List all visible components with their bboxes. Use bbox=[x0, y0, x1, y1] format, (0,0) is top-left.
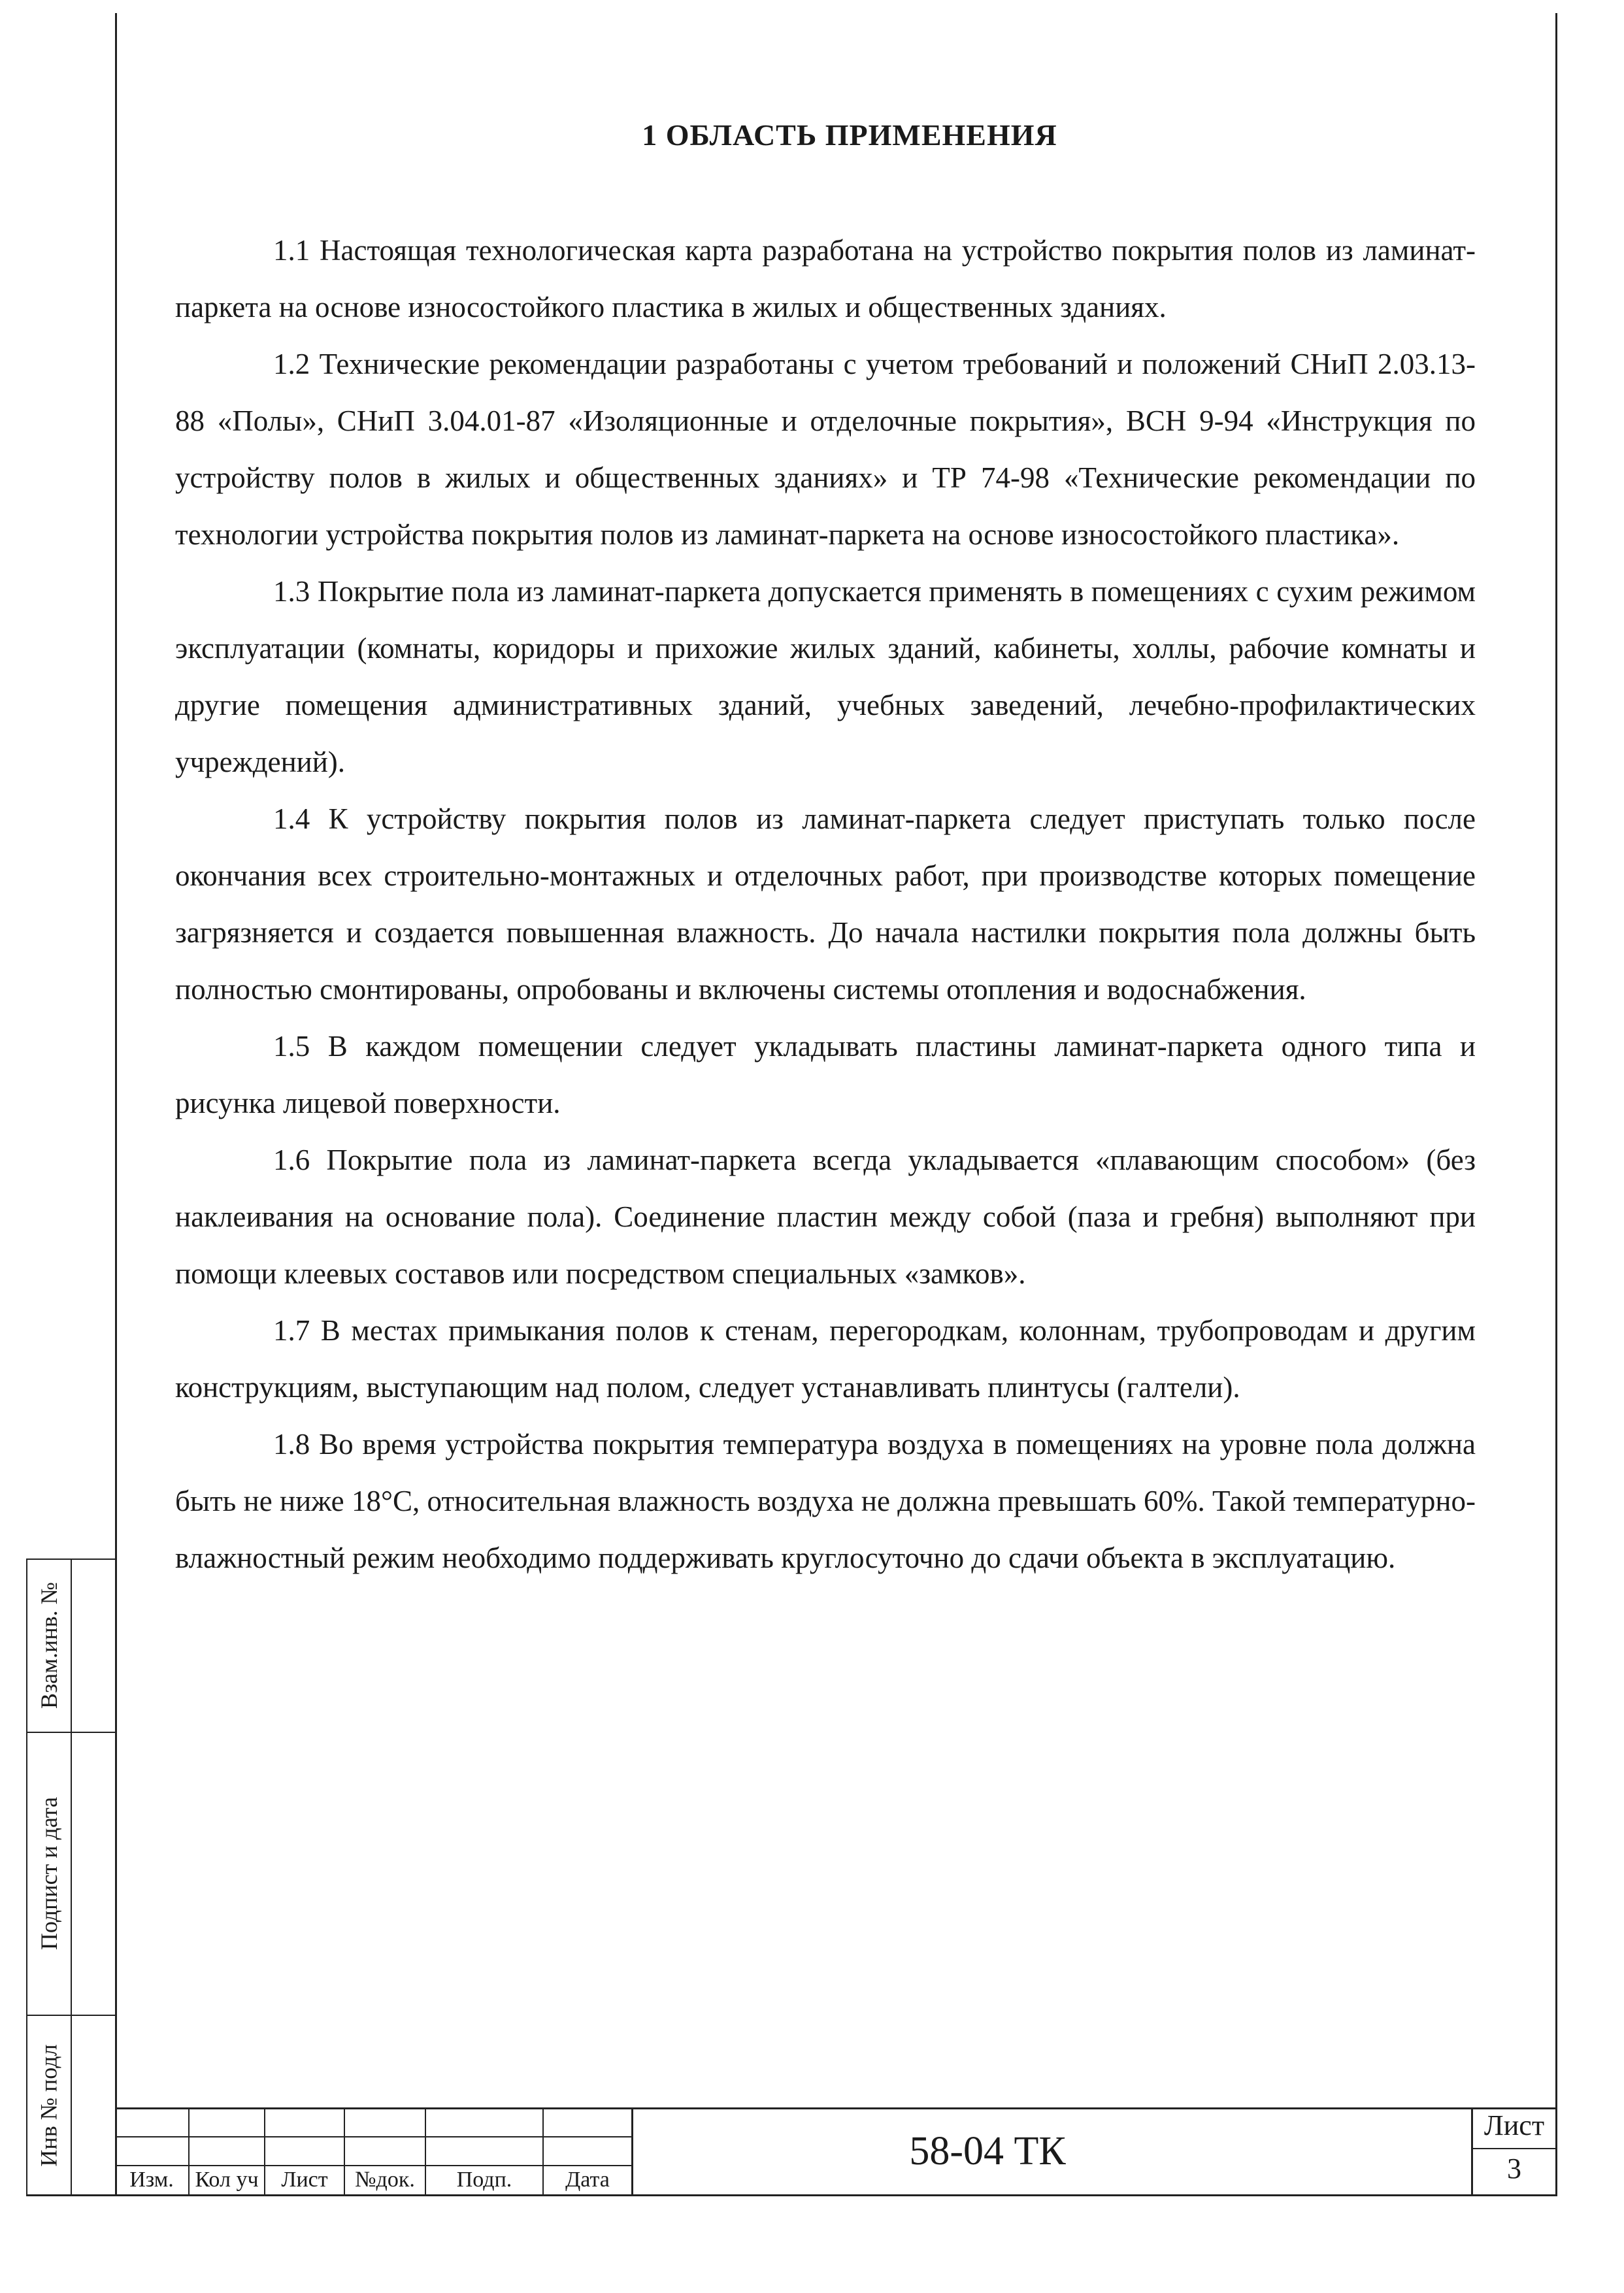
col-label-kol-uch: Кол уч bbox=[195, 2168, 259, 2192]
inv-podl-cell bbox=[27, 2015, 71, 2196]
paragraph-1-5: 1.5 В каждом помещении следует укладывать пластины ламинат-паркета одного типа и рисунка лицевой поверхности. bbox=[175, 1030, 1476, 1119]
podpis-data-cell bbox=[27, 1732, 71, 2015]
paragraph-1-2: 1.2 Технические рекомендации разработаны с учетом требований и положений СНиП 2.03.13-88 «Полы», СНиП 3.04.01-87 «Изоляционные и отделочные покрытия», ВСН 9-94 «Инструкция по устройству полов в жилых и общественных зданиях» и ТР 74-98 «Технические рекомендации по технологии устройства покрытия полов из ламинат-паркета на основе износостойкого пластика». bbox=[175, 348, 1476, 551]
title-block bbox=[115, 2107, 1557, 2196]
col-label-ndok: №док. bbox=[355, 2168, 415, 2192]
paragraph-1-1: 1.1 Настоящая технологическая карта разработана на устройство покрытия полов из ламинат-паркета на основе износостойкого пластика в жилых и общественных зданиях. bbox=[175, 234, 1476, 323]
paragraph-1-4: 1.4 К устройству покрытия полов из ламинат-паркета следует приступать только после окончания всех строительно-монтажных и отделочных работ, при производстве которых помещение загрязняется и создается повышенная влажность. До начала настилки покрытия пола должны быть полностью смонтированы, опробованы и включены системы отопления и водоснабжения. bbox=[175, 802, 1476, 1006]
document-code: 58-04 ТК bbox=[909, 2129, 1066, 2173]
body-text bbox=[175, 222, 1476, 1587]
paragraph-1-3: 1.3 Покрытие пола из ламинат-паркета допускается применять в помещениях с сухим режимом эксплуатации (комнаты, коридоры и прихожие жилых зданий, кабинеты, холлы, рабочие комнаты и другие помещения административных зданий, учебных заведений, лечебно-профилактических учреждений). bbox=[175, 575, 1476, 778]
vzam-inv-cell bbox=[27, 1559, 71, 1732]
section-title: 1 ОБЛАСТЬ ПРИМЕНЕНИЯ bbox=[642, 118, 1057, 152]
sheet-number: 3 bbox=[1507, 2153, 1521, 2185]
paragraph-1-8: 1.8 Во время устройства покрытия температура воздуха в помещениях на уровне пола должна быть не ниже 18°С, относительная влажность воздуха не должна превышать 60%. Такой температурно-влажностный режим необходимо поддерживать круглосуточно до сдачи объекта в эксплуатацию. bbox=[175, 1428, 1476, 1574]
col-label-izm: Изм. bbox=[129, 2168, 174, 2192]
frame-right-border bbox=[1555, 13, 1557, 2196]
sheet-label: Лист bbox=[1483, 2109, 1545, 2141]
paragraph-1-6: 1.6 Покрытие пола из ламинат-паркета всегда укладывается «плавающим способом» (без наклеивания на основание пола). Соединение пластин между собой (паза и гребня) выполняют при помощи клеевых составов или посредством специальных «замков». bbox=[175, 1144, 1476, 1290]
title-block-row-line bbox=[115, 2136, 631, 2137]
col-label-list: Лист bbox=[281, 2168, 328, 2192]
inv-podl-label: Инв № подл bbox=[36, 2043, 62, 2167]
side-stamp-divider-line bbox=[71, 1559, 72, 2196]
vzam-inv-label: Взам.инв. № bbox=[36, 1581, 62, 1709]
col-label-podp: Подп. bbox=[456, 2168, 512, 2192]
side-stamp-column bbox=[26, 1559, 115, 2196]
col-label-data: Дата bbox=[565, 2168, 610, 2192]
podpis-data-label: Подпист и дата bbox=[36, 1796, 62, 1950]
frame-left-border bbox=[115, 13, 117, 2196]
title-block-row-line bbox=[1471, 2148, 1557, 2149]
paragraph-1-7: 1.7 В местах примыкания полов к стенам, перегородкам, колоннам, трубопроводам и другим конструкциям, выступающим над полом, следует устанавливать плинтусы (галтели). bbox=[175, 1314, 1476, 1404]
